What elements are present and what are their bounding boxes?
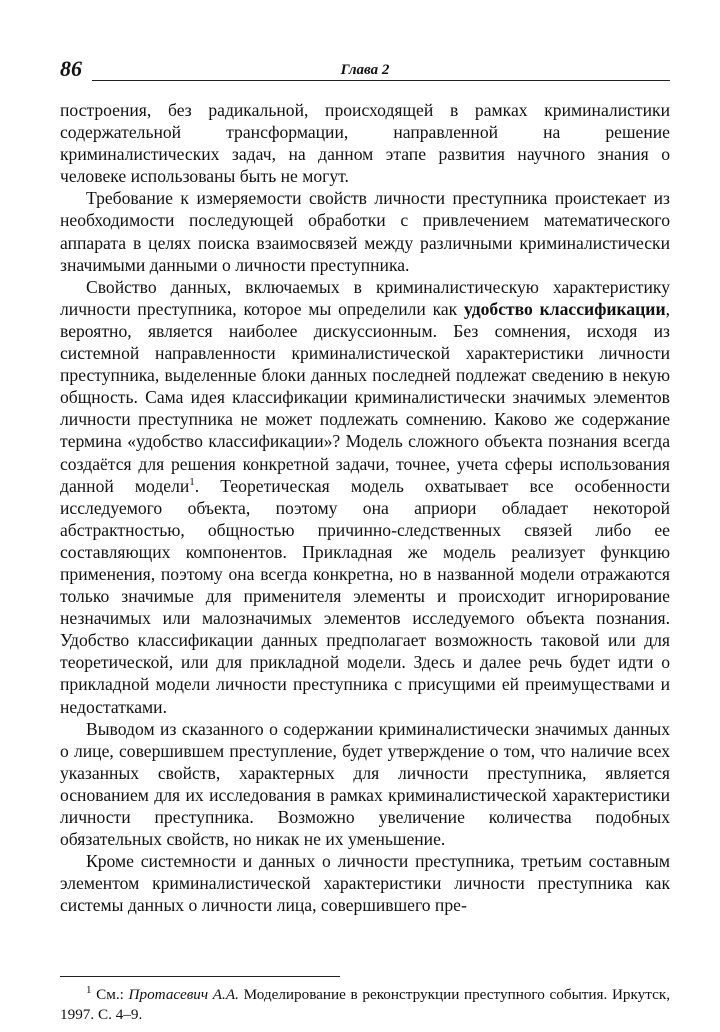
running-header — [60, 48, 670, 81]
paragraph-3-end: . Теоретическая модель охватывает все особенности исследуемого объекта, поэтому она априори обладает некоторой абстрактностью, общностью причинно-следственных связей либо ее составляющих компонентов. Прикладная же модель реализует функцию применения, поэтому она всегда конкретна, но в названной модели отражаются только значимые для применителя элементы и происходит игнорирование незначимых или малозначимых элементов исследуемого объекта познания. Удобство классификации данных предполагает возможность таковой или для теоретической, или для прикладной модели. Здесь и далее речь будет идти о прикладной модели личности преступника с присущими ей преимуществами и недостатками. — [60, 475, 670, 717]
footnote — [60, 985, 670, 1024]
paragraph-3-start: Свойство данных, включаемых в криминалистическую характеристику личности преступника, которое мы определили как — [60, 276, 670, 319]
footnote-reference[interactable]: 1 — [189, 475, 195, 488]
paragraph-2: Требование к измеряемости свойств личности преступника проистекает из необходимости последующей обработки с привлечением математического аппарата в целях поиска взаимосвязей между различными криминалистически значимыми данными о личности преступника. — [60, 188, 670, 275]
footnote-divider — [60, 976, 340, 977]
footnote-author: Протасевич А.А. — [128, 986, 239, 1004]
page-number: 86 — [60, 56, 92, 82]
paragraph-4: Выводом из сказанного о содержании криминалистически значимых данных о лице, совершившем преступление, будет утверждение о том, что наличие всех указанных свойств, характерных для личности преступника, является основанием для их исследования в рамках криминалистической характеристики личности преступника. Возможно увеличение количества подобных обязательных свойств, но никак не их уменьшение. — [60, 718, 670, 850]
body-text — [60, 99, 670, 916]
paragraph-3 — [60, 276, 670, 718]
book-page — [60, 48, 670, 1024]
paragraph-5: Кроме системности и данных о личности преступника, третьим составным элементом криминалистической характеристики личности преступника как системы данных о личности лица, совершившего пре- — [60, 851, 670, 916]
chapter-title: Глава 2 — [335, 62, 396, 79]
footnote-number: 1 — [86, 984, 92, 997]
paragraph-1: построения, без радикальной, происходящей в рамках криминалистики содержательной трансформации, направленной на решение криминалистических задач, на данном этапе развития научного знания о человеке использованы быть не могут. — [60, 100, 670, 187]
bold-term: удобство классификации — [464, 298, 666, 319]
paragraph-3-middle: , вероятно, является наиболее дискуссионным. Без сомнения, исходя из системной направленности криминалистической характеристики личности преступника, выделенные блоки данных последней подлежат сведению в некую общность. Сама идея классификации криминалистически значимых элементов личности преступника не может подлежать сомнению. Каково же содержание термина «удобство классификации»? Модель сложного объекта познания всегда создаётся для решения конкретной задачи, точнее, учета сферы использования данной модели — [60, 298, 670, 496]
footnote-prefix: См.: — [91, 986, 129, 1004]
footnote-text: Моделирование в реконструкции преступного события. Иркутск, 1997. С. 4–9. — [60, 986, 671, 1023]
